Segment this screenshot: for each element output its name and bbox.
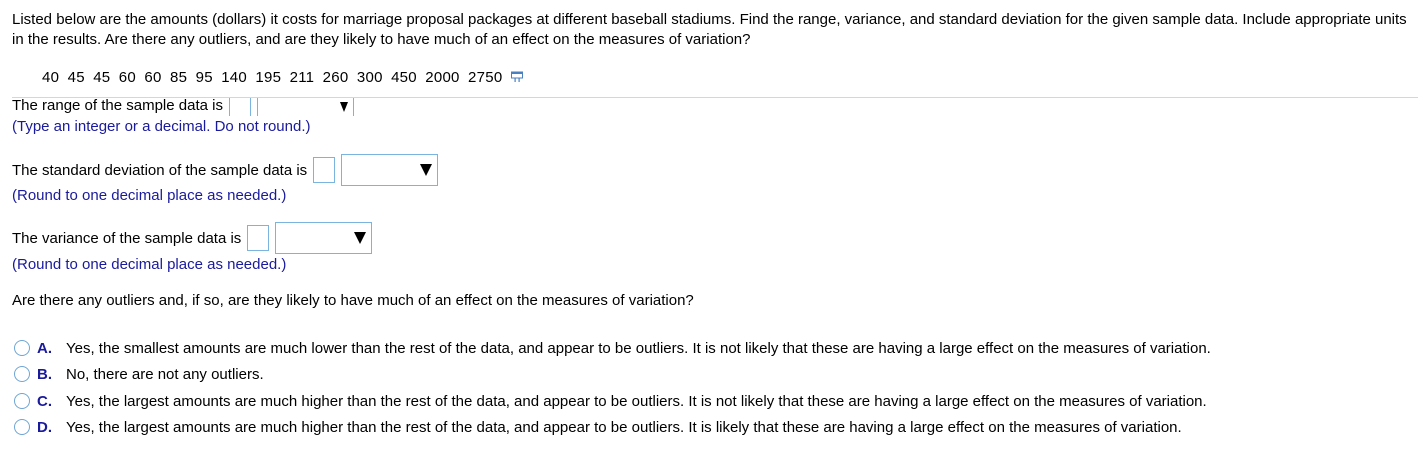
range-answer-line	[12, 98, 412, 116]
variance-unit-select[interactable]	[275, 222, 372, 254]
option-text: No, there are not any outliers.	[66, 365, 264, 383]
std-dev-label: The standard deviation of the sample data is	[12, 161, 308, 179]
copy-icon[interactable]	[511, 71, 525, 83]
variance-hint: (Round to one decimal place as needed.)	[12, 256, 287, 273]
std-dev-unit-select[interactable]	[341, 154, 438, 186]
sample-data-values: 40 45 45 60 60 85 95 140 195 211 260 300 450 2000 2750	[42, 68, 503, 86]
std-dev-answer-line	[12, 154, 438, 186]
range-unit-select[interactable]	[257, 98, 354, 116]
option-d[interactable]	[14, 416, 1182, 438]
radio-button[interactable]	[14, 340, 30, 356]
variance-input[interactable]	[247, 225, 269, 251]
range-label: The range of the sample data is	[12, 98, 223, 114]
option-text: Yes, the smallest amounts are much lower than the rest of the data, and appear to be outliers. It is not likely that these are having a large effect on the measures of variation.	[66, 339, 1211, 357]
std-dev-input[interactable]	[313, 157, 335, 183]
outliers-question: Are there any outliers and, if so, are they likely to have much of an effect on the measures of variation?	[12, 292, 694, 309]
option-letter: A.	[37, 339, 52, 357]
option-c[interactable]	[14, 390, 1207, 412]
range-input[interactable]	[229, 98, 251, 116]
question-text: Listed below are the amounts (dollars) it costs for marriage proposal packages at different baseball stadiums. Find the range, variance, and standard deviation for the given sample data. Include appropriate units in the results. Are there any outliers, and are they likely to have much of an effect on the measures of variation?	[12, 11, 1407, 48]
option-text: Yes, the largest amounts are much higher than the rest of the data, and appear to be outliers. It is not likely that these are having a large effect on the measures of variation.	[66, 392, 1207, 410]
radio-button[interactable]	[14, 419, 30, 435]
option-a[interactable]	[14, 337, 1211, 359]
variance-answer-line	[12, 222, 372, 254]
radio-button[interactable]	[14, 393, 30, 409]
chevron-down-icon	[340, 102, 348, 112]
chevron-down-icon	[354, 232, 366, 244]
variance-label: The variance of the sample data is	[12, 229, 242, 247]
chevron-down-icon	[420, 164, 432, 176]
option-text: Yes, the largest amounts are much higher than the rest of the data, and appear to be outliers. It is likely that these are having a large effect on the measures of variation.	[66, 418, 1182, 436]
option-letter: D.	[37, 418, 52, 436]
std-dev-hint: (Round to one decimal place as needed.)	[12, 187, 287, 204]
sample-data-row	[42, 67, 525, 87]
radio-button[interactable]	[14, 366, 30, 382]
range-hint: (Type an integer or a decimal. Do not round.)	[12, 118, 311, 135]
option-b[interactable]	[14, 363, 264, 385]
option-letter: C.	[37, 392, 52, 410]
option-letter: B.	[37, 365, 52, 383]
